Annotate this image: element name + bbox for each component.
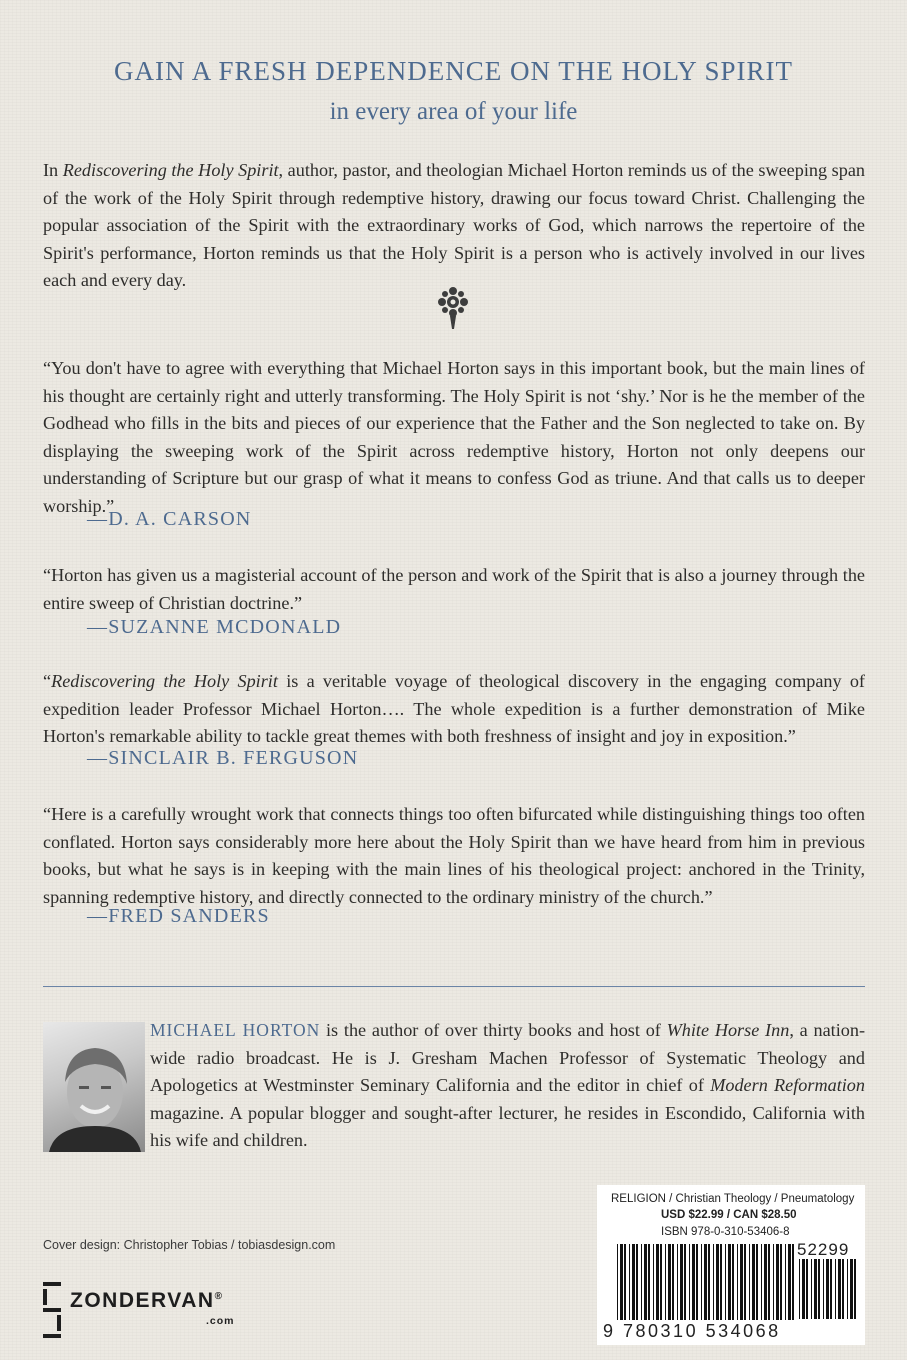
endorsement-author: —SINCLAIR B. FERGUSON xyxy=(87,747,359,769)
publisher-domain: .com xyxy=(206,1315,235,1327)
barcode-bar xyxy=(701,1244,702,1320)
barcode-label xyxy=(597,1185,865,1345)
author-bio: MICHAEL HORTON is the author of over thirty books and host of White Horse Inn, a nation-wide radio broadcast. He is J. Gresham Machen Professor of Systematic Theology and Apologetics at Westminster Seminary California and the editor in chief of Modern Reformation magazine. A popular blogger and sought-after lecturer, he resides in Escondido, California with his wife and children. xyxy=(150,1020,865,1150)
isbn: ISBN 978-0-310-53406-8 xyxy=(661,1226,790,1238)
author-name: MICHAEL HORTON xyxy=(150,1020,321,1040)
category: RELIGION / Christian Theology / Pneumatology xyxy=(611,1193,855,1205)
barcode-bar xyxy=(641,1244,642,1320)
barcode-bar xyxy=(823,1259,824,1319)
barcode-bar xyxy=(811,1259,812,1319)
barcode-bar xyxy=(744,1244,746,1320)
endorsement-author: —FRED SANDERS xyxy=(87,905,270,927)
barcode-bar xyxy=(656,1244,659,1320)
book-title-inline: Rediscovering the Holy Spirit xyxy=(62,160,279,180)
cover-credit: Cover design: Christopher Tobias / tobiasdesign.com xyxy=(43,1238,336,1252)
barcode-bar xyxy=(636,1244,638,1320)
barcode-bar xyxy=(799,1259,800,1319)
barcode-bar xyxy=(725,1244,726,1320)
barcode-bar xyxy=(764,1244,767,1320)
barcode-bar xyxy=(806,1259,808,1319)
barcode-bar xyxy=(644,1244,647,1320)
barcode-bar xyxy=(773,1244,774,1320)
barcode-bar xyxy=(847,1259,848,1319)
barcode-bar xyxy=(818,1259,820,1319)
barcode-bar xyxy=(716,1244,719,1320)
barcode-bar xyxy=(835,1259,836,1319)
barcode-bar xyxy=(668,1244,671,1320)
barcode-bar xyxy=(713,1244,714,1320)
barcode-bar xyxy=(648,1244,650,1320)
barcode-bar xyxy=(780,1244,782,1320)
barcode-bar xyxy=(692,1244,695,1320)
ornament-icon xyxy=(433,285,473,333)
book-description: In Rediscovering the Holy Spirit, author, pastor, and theologian Michael Horton reminds us of the sweeping span of the work of the Holy Spirit through redemptive history, drawing our focus toward Christ. Challenging the popular association of the Spirit with the extraordinary works of God, which narrows the repertoire of the Spirit's performance, Horton reminds us that the Holy Spirit is a person who is actively involved in our lives each and every day. xyxy=(43,160,865,290)
publisher-name: ZONDERVAN® xyxy=(70,1289,224,1312)
barcode-bar xyxy=(842,1259,844,1319)
barcode-bar xyxy=(677,1244,678,1320)
barcode-bar xyxy=(776,1244,779,1320)
endorsement-quote: “Rediscovering the Holy Spirit is a veritable voyage of theological discovery in the engaging company of expedition leader Professor Michael Horton…. The whole expedition is a further demonstration of Mike Horton's remarkable ability to tackle great themes with both freshness of insight and joy in exposition.” xyxy=(43,671,865,746)
barcode-bar xyxy=(617,1244,618,1320)
addon-barcode xyxy=(797,1259,857,1331)
barcode-bar xyxy=(660,1244,662,1320)
barcode-bar xyxy=(665,1244,666,1320)
barcode-bar xyxy=(749,1244,750,1320)
barcode-bar xyxy=(620,1244,623,1320)
endorsement-quote: “Here is a carefully wrought work that connects things too often bifurcated while distinguishing things too often conflated. Horton says considerably more here about the Holy Spirit than we have heard from him in previous books, but what he says is in keeping with the main lines of his theological project: anchored in the Trinity, spanning redemptive history, and directly connected to the ordinary ministry of the church.” xyxy=(43,804,865,907)
barcode-bar xyxy=(629,1244,630,1320)
barcode-bar xyxy=(740,1244,743,1320)
endorsement-author: —SUZANNE MCDONALD xyxy=(87,616,342,638)
barcode-bar xyxy=(761,1244,762,1320)
subheadline: in every area of your life xyxy=(329,98,578,125)
barcode-bar xyxy=(704,1244,707,1320)
barcode-bar xyxy=(814,1259,817,1319)
barcode-bar xyxy=(826,1259,829,1319)
barcode-bar xyxy=(850,1259,853,1319)
barcode-bar xyxy=(689,1244,690,1320)
barcode-bar xyxy=(788,1244,791,1320)
zondervan-logo-icon xyxy=(43,1282,65,1340)
ean-barcode xyxy=(615,1244,795,1320)
barcode-bar xyxy=(732,1244,734,1320)
barcode-bar xyxy=(624,1244,626,1320)
barcode-bar xyxy=(830,1259,832,1319)
barcode-bar xyxy=(680,1244,683,1320)
barcode-bar xyxy=(768,1244,770,1320)
barcode-bar xyxy=(672,1244,674,1320)
barcode-bar xyxy=(802,1259,805,1319)
price: USD $22.99 / CAN $28.50 xyxy=(661,1209,797,1221)
price-code: 52299 xyxy=(797,1240,850,1259)
barcode-bar xyxy=(684,1244,686,1320)
barcode-bar xyxy=(752,1244,755,1320)
barcode-bar xyxy=(737,1244,738,1320)
barcode-bar xyxy=(653,1244,654,1320)
barcode-bar xyxy=(785,1244,786,1320)
barcode-bar xyxy=(708,1244,710,1320)
barcode-bar xyxy=(696,1244,698,1320)
headline: GAIN A FRESH DEPENDENCE ON THE HOLY SPIRIT xyxy=(113,56,794,86)
barcode-bar xyxy=(728,1244,731,1320)
divider xyxy=(43,986,865,987)
author-photo xyxy=(43,1022,145,1152)
endorsement-quote: “You don't have to agree with everything that Michael Horton says in this important book, but the main lines of his thought are certainly right and utterly transforming. The Holy Spirit is not ‘shy.’ Nor is he the member of the Godhead who fills in the bits and pieces of our experience that the Father and the Son neglected to take on. By displaying the sweeping work of the Spirit across redemptive history, Horton not only deepens our understanding of Scripture but our grasp of what it means to confess God as triune. And that calls us to deeper worship.” xyxy=(43,358,865,516)
endorsement-author: —D. A. CARSON xyxy=(87,508,252,530)
ean-number: 9 780310 534068 xyxy=(603,1321,781,1341)
barcode-bar xyxy=(838,1259,841,1319)
barcode-bar xyxy=(632,1244,635,1320)
barcode-bar xyxy=(756,1244,758,1320)
barcode-bar xyxy=(792,1244,794,1320)
endorsement-quote: “Horton has given us a magisterial account of the person and work of the Spirit that is also a journey through the entire sweep of Christian doctrine.” xyxy=(43,565,865,613)
barcode-bar xyxy=(854,1259,856,1319)
barcode-bar xyxy=(720,1244,722,1320)
